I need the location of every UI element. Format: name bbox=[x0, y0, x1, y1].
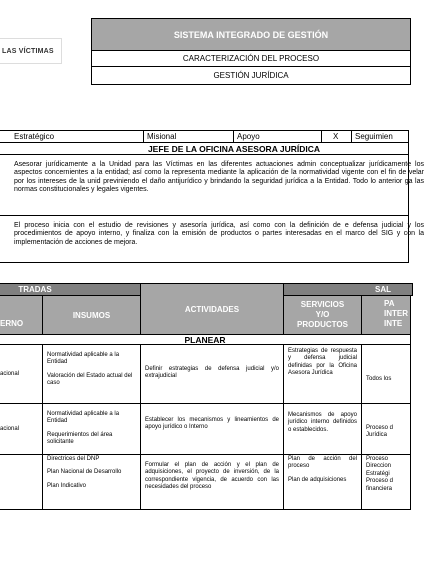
col-actividades: ACTIVIDADES bbox=[140, 283, 284, 335]
logo-area bbox=[0, 38, 62, 64]
entradas-header: TRADAS bbox=[0, 283, 141, 296]
scope-text: El proceso inicia con el estudio de revisiones y asesoría jurídica, así como con la definición de e defensa judicial y los procedimientos de apoyo interno, y finaliza con la emisión de productos o partes interesadas en el marco del SIG y con la implementación de acciones de mejora. bbox=[14, 222, 424, 246]
class-misional: Misional bbox=[147, 132, 177, 141]
row1-insumos: Normatividad aplicable a la Entidad Valoración del Estado actual del caso bbox=[47, 352, 133, 387]
salidas-header: SAL bbox=[283, 283, 413, 296]
row1-proveedor: acional bbox=[0, 371, 20, 377]
leader-row: JEFE DE LA OFICINA ASESORA JURÍDICA bbox=[0, 142, 409, 155]
col-insumos: INSUMOS bbox=[42, 295, 141, 335]
row1-servicio: Estrategias de respuesta y defensa judicial definidas por la Oficina Asesora Jurídica bbox=[288, 348, 357, 377]
col-partes: PA INTER INTE bbox=[361, 295, 411, 335]
row2-insumos: Normatividad aplicable a la Entidad Requerimientos del área solicitante bbox=[47, 411, 120, 446]
row2-partes: Proceso d Jurídica bbox=[366, 425, 394, 439]
row2-servicio: Mecanismos de apoyo jurídico interno definidos o establecidos. bbox=[288, 412, 357, 433]
phase-planear: PLANEAR bbox=[0, 334, 411, 345]
row3-partes: Proceso Direccion Estratégi Proceso d financiera bbox=[366, 456, 394, 492]
col-servicios: SERVICIOS Y/O PRODUCTOS bbox=[283, 295, 362, 335]
row1-actividad: Definir estrategias de defensa judicial y/o extrajudicial bbox=[145, 366, 279, 380]
objective-text: Asesorar jurídicamente a la Unidad para las Víctimas en las diferentes actuaciones admin conceptualizar jurídicamente los aspectos concernientes a la entidad; así como la representa mediante la aplicación de la normatividad vigente con el fin de velar por los intereses de la unid previniendo el daño antijurídico y brindando la seguridad jurídica a la Entidad. Todo lo anterior ga las normas constitucionales y legales vigentes. bbox=[14, 161, 424, 194]
class-apoyo: Apoyo bbox=[237, 132, 260, 141]
class-mark: X bbox=[333, 132, 339, 141]
process-name: GESTIÓN JURÍDICA bbox=[91, 66, 411, 85]
row1-partes: Todos los bbox=[366, 376, 392, 382]
class-estrategico: Estratégico bbox=[14, 132, 55, 141]
class-seguimiento: Seguimien bbox=[355, 132, 393, 141]
row2-actividad: Establecer los mecanismos y lineamientos de apoyo jurídico o Interno bbox=[145, 417, 279, 431]
row3-servicio: Plan de acción del proceso Plan de adquisiciones bbox=[288, 456, 357, 483]
row3-insumos: Directrices del DNP Plan Nacional de Desarrollo Plan Indicativo bbox=[47, 456, 122, 489]
col-proveedor: ERNO bbox=[0, 295, 43, 335]
logo-text: LAS VÍCTIMAS bbox=[2, 47, 54, 55]
doc-title: CARACTERIZACIÓN DEL PROCESO bbox=[91, 50, 411, 67]
system-title: SISTEMA INTEGRADO DE GESTIÓN bbox=[91, 18, 411, 51]
row3-actividad: Formular el plan de acción y el plan de adquisiciones, el proyecto de inversión, de la correspondiente vigencia, de acuerdo con las necesidades del proceso bbox=[145, 462, 279, 491]
scope-box bbox=[0, 215, 424, 263]
objective-box bbox=[0, 154, 424, 216]
row2-proveedor: acional bbox=[0, 426, 20, 432]
